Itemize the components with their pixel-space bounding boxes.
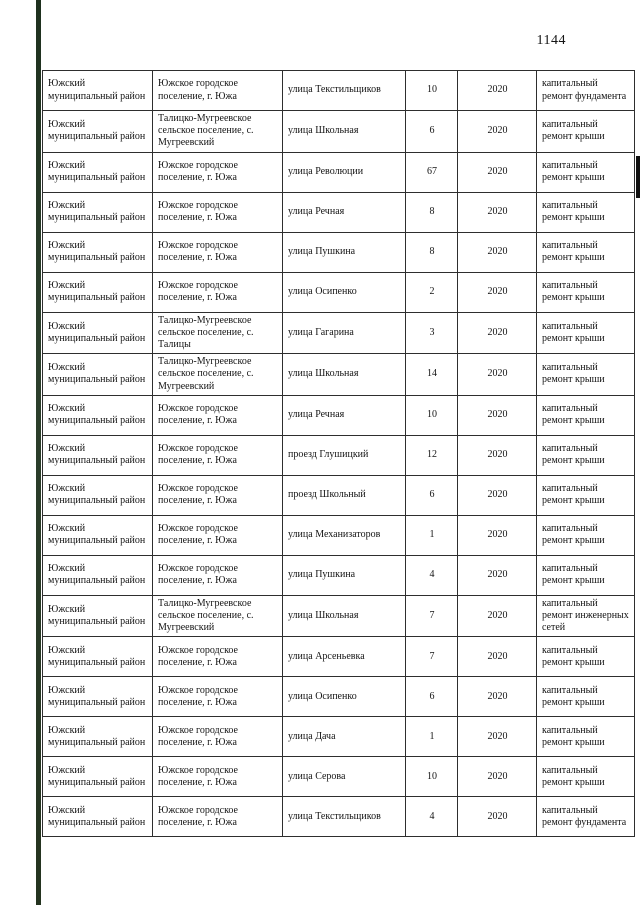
cell-house: 6 — [406, 475, 458, 515]
cell-year: 2020 — [458, 595, 537, 637]
cell-house: 8 — [406, 192, 458, 232]
cell-year: 2020 — [458, 637, 537, 677]
cell-year: 2020 — [458, 312, 537, 354]
capital-repair-table — [42, 70, 635, 837]
cell-house: 10 — [406, 757, 458, 797]
cell-district: Южский муниципальный район — [43, 272, 153, 312]
cell-street: улица Арсеньевка — [283, 637, 406, 677]
cell-year: 2020 — [458, 111, 537, 153]
cell-work: капитальный ремонт крыши — [537, 192, 635, 232]
cell-settlement: Талицко-Мугреевское сельское поселение, с. Мугреевский — [153, 111, 283, 153]
cell-year: 2020 — [458, 797, 537, 837]
cell-district: Южский муниципальный район — [43, 797, 153, 837]
cell-settlement: Южское городское поселение, г. Южа — [153, 71, 283, 111]
cell-year: 2020 — [458, 555, 537, 595]
scan-edge-bar-left — [36, 0, 41, 905]
cell-work: капитальный ремонт крыши — [537, 152, 635, 192]
cell-district: Южский муниципальный район — [43, 111, 153, 153]
cell-street: улица Школьная — [283, 354, 406, 396]
cell-street: улица Пушкина — [283, 555, 406, 595]
cell-year: 2020 — [458, 435, 537, 475]
cell-house: 7 — [406, 595, 458, 637]
cell-settlement: Южское городское поселение, г. Южа — [153, 677, 283, 717]
cell-district: Южский муниципальный район — [43, 71, 153, 111]
cell-house: 67 — [406, 152, 458, 192]
cell-street: проезд Школьный — [283, 475, 406, 515]
cell-house: 6 — [406, 677, 458, 717]
cell-work: капитальный ремонт крыши — [537, 111, 635, 153]
table-body — [43, 71, 635, 837]
cell-settlement: Талицко-Мугреевское сельское поселение, с. Мугреевский — [153, 354, 283, 396]
cell-house: 12 — [406, 435, 458, 475]
cell-house: 3 — [406, 312, 458, 354]
cell-work: капитальный ремонт крыши — [537, 677, 635, 717]
cell-year: 2020 — [458, 757, 537, 797]
cell-work: капитальный ремонт крыши — [537, 395, 635, 435]
table-row — [43, 354, 635, 396]
cell-work: капитальный ремонт крыши — [537, 757, 635, 797]
cell-year: 2020 — [458, 515, 537, 555]
table-row — [43, 312, 635, 354]
table-row — [43, 797, 635, 837]
cell-district: Южский муниципальный район — [43, 354, 153, 396]
cell-street: улица Текстильщиков — [283, 797, 406, 837]
cell-street: улица Пушкина — [283, 232, 406, 272]
cell-settlement: Южское городское поселение, г. Южа — [153, 435, 283, 475]
scan-mark-right — [636, 156, 640, 198]
table-row — [43, 71, 635, 111]
cell-work: капитальный ремонт крыши — [537, 232, 635, 272]
cell-settlement: Талицко-Мугреевское сельское поселение, с. Мугреевский — [153, 595, 283, 637]
cell-house: 7 — [406, 637, 458, 677]
table-row — [43, 152, 635, 192]
cell-street: улица Школьная — [283, 595, 406, 637]
cell-district: Южский муниципальный район — [43, 152, 153, 192]
cell-year: 2020 — [458, 717, 537, 757]
cell-work: капитальный ремонт крыши — [537, 717, 635, 757]
table-row — [43, 595, 635, 637]
cell-year: 2020 — [458, 232, 537, 272]
cell-year: 2020 — [458, 395, 537, 435]
cell-settlement: Южское городское поселение, г. Южа — [153, 192, 283, 232]
cell-settlement: Южское городское поселение, г. Южа — [153, 232, 283, 272]
cell-year: 2020 — [458, 354, 537, 396]
cell-house: 8 — [406, 232, 458, 272]
cell-work: капитальный ремонт фундамента — [537, 71, 635, 111]
cell-work: капитальный ремонт крыши — [537, 475, 635, 515]
table-row — [43, 395, 635, 435]
cell-year: 2020 — [458, 475, 537, 515]
cell-work: капитальный ремонт фундамента — [537, 797, 635, 837]
cell-work: капитальный ремонт крыши — [537, 637, 635, 677]
cell-street: улица Механизаторов — [283, 515, 406, 555]
cell-district: Южский муниципальный район — [43, 677, 153, 717]
table-row — [43, 435, 635, 475]
cell-street: улица Гагарина — [283, 312, 406, 354]
cell-district: Южский муниципальный район — [43, 312, 153, 354]
cell-house: 4 — [406, 797, 458, 837]
cell-district: Южский муниципальный район — [43, 475, 153, 515]
cell-year: 2020 — [458, 272, 537, 312]
cell-district: Южский муниципальный район — [43, 232, 153, 272]
cell-work: капитальный ремонт инженерных сетей — [537, 595, 635, 637]
cell-house: 1 — [406, 717, 458, 757]
cell-district: Южский муниципальный район — [43, 757, 153, 797]
cell-settlement: Южское городское поселение, г. Южа — [153, 395, 283, 435]
cell-work: капитальный ремонт крыши — [537, 515, 635, 555]
cell-street: улица Дача — [283, 717, 406, 757]
cell-street: улица Осипенко — [283, 272, 406, 312]
cell-street: улица Речная — [283, 192, 406, 232]
cell-street: улица Революции — [283, 152, 406, 192]
cell-street: улица Текстильщиков — [283, 71, 406, 111]
cell-district: Южский муниципальный район — [43, 515, 153, 555]
table-row — [43, 192, 635, 232]
cell-house: 10 — [406, 395, 458, 435]
cell-district: Южский муниципальный район — [43, 717, 153, 757]
table-row — [43, 111, 635, 153]
cell-work: капитальный ремонт крыши — [537, 272, 635, 312]
cell-work: капитальный ремонт крыши — [537, 354, 635, 396]
cell-year: 2020 — [458, 192, 537, 232]
cell-settlement: Южское городское поселение, г. Южа — [153, 515, 283, 555]
cell-year: 2020 — [458, 152, 537, 192]
cell-street: улица Серова — [283, 757, 406, 797]
cell-house: 2 — [406, 272, 458, 312]
cell-street: улица Осипенко — [283, 677, 406, 717]
table-row — [43, 757, 635, 797]
cell-year: 2020 — [458, 71, 537, 111]
table-row — [43, 475, 635, 515]
cell-settlement: Талицко-Мугреевское сельское поселение, с. Талицы — [153, 312, 283, 354]
cell-work: капитальный ремонт крыши — [537, 435, 635, 475]
cell-district: Южский муниципальный район — [43, 555, 153, 595]
cell-work: капитальный ремонт крыши — [537, 555, 635, 595]
cell-work: капитальный ремонт крыши — [537, 312, 635, 354]
table-row — [43, 555, 635, 595]
cell-settlement: Южское городское поселение, г. Южа — [153, 717, 283, 757]
cell-settlement: Южское городское поселение, г. Южа — [153, 797, 283, 837]
table-row — [43, 677, 635, 717]
page-number: 1144 — [536, 33, 566, 48]
cell-house: 14 — [406, 354, 458, 396]
table-row — [43, 717, 635, 757]
cell-district: Южский муниципальный район — [43, 595, 153, 637]
cell-street: улица Речная — [283, 395, 406, 435]
cell-street: проезд Глушицкий — [283, 435, 406, 475]
cell-district: Южский муниципальный район — [43, 395, 153, 435]
cell-settlement: Южское городское поселение, г. Южа — [153, 757, 283, 797]
cell-settlement: Южское городское поселение, г. Южа — [153, 272, 283, 312]
cell-year: 2020 — [458, 677, 537, 717]
cell-house: 6 — [406, 111, 458, 153]
cell-settlement: Южское городское поселение, г. Южа — [153, 475, 283, 515]
cell-house: 1 — [406, 515, 458, 555]
cell-district: Южский муниципальный район — [43, 192, 153, 232]
cell-district: Южский муниципальный район — [43, 435, 153, 475]
table-row — [43, 272, 635, 312]
cell-settlement: Южское городское поселение, г. Южа — [153, 555, 283, 595]
cell-settlement: Южское городское поселение, г. Южа — [153, 152, 283, 192]
cell-house: 4 — [406, 555, 458, 595]
cell-street: улица Школьная — [283, 111, 406, 153]
cell-settlement: Южское городское поселение, г. Южа — [153, 637, 283, 677]
cell-district: Южский муниципальный район — [43, 637, 153, 677]
table-row — [43, 637, 635, 677]
table-row — [43, 232, 635, 272]
table-row — [43, 515, 635, 555]
cell-house: 10 — [406, 71, 458, 111]
